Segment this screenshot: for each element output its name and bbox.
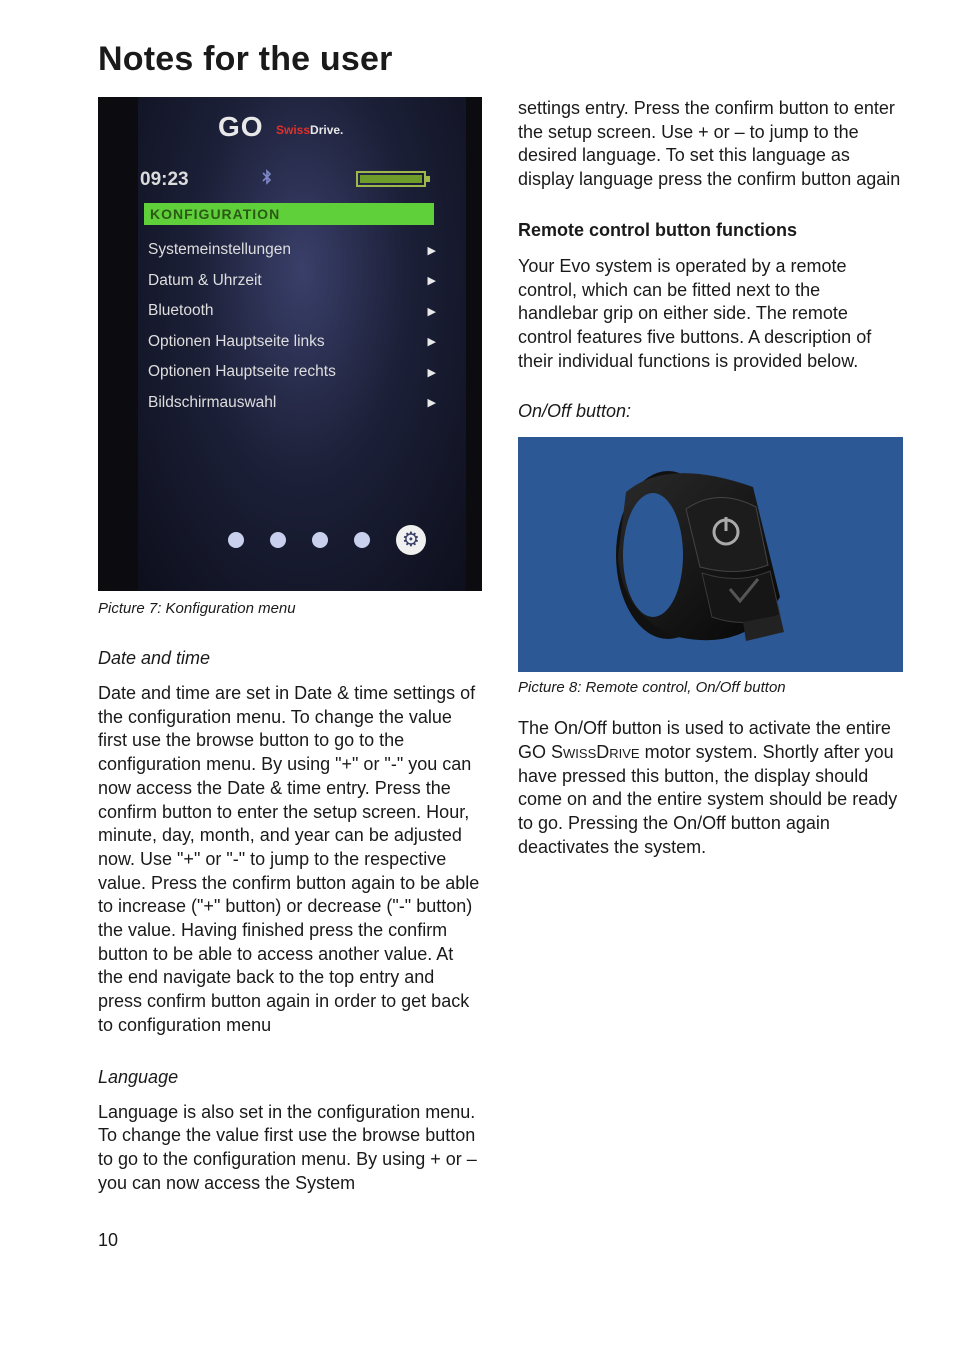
date-time-heading: Date and time — [98, 648, 211, 668]
menu-item-label: Bildschirmauswahl — [148, 393, 277, 411]
arrow-right-icon: ▶ — [427, 244, 436, 257]
arrow-right-icon: ▶ — [427, 275, 436, 288]
arrow-right-icon: ▶ — [427, 336, 436, 349]
remote-body: Your Evo system is operated by a remote control, which can be fitted next to the handlebar grip on either side. The remote control features five buttons. A description of their individual functions is provided below. — [518, 255, 872, 371]
menu-item — [148, 327, 436, 358]
menu-item-label: Bluetooth — [148, 302, 214, 320]
page-dot — [354, 532, 370, 548]
right-column — [518, 97, 904, 860]
menu-item — [148, 296, 436, 327]
left-column — [98, 97, 483, 1195]
menu-item-label: Systemeinstellungen — [148, 241, 292, 259]
page-number: 10 — [98, 1230, 119, 1250]
onoff-body: The On/Off button is used to activate the entire GO SwissDrive motor system. Shortly after you have pressed this button, the display should come on and the entire system should be ready to go. Pressing the On/Off button again deactivates the system. — [518, 718, 898, 857]
bluetooth-icon — [262, 169, 272, 189]
page-dot — [312, 532, 328, 548]
konfiguration-screen-photo — [98, 97, 482, 591]
swissdrive-logo: SwissDrive. — [276, 123, 344, 137]
page-title: Notes for the user — [98, 40, 393, 78]
menu-item — [148, 357, 436, 388]
arrow-right-icon: ▶ — [427, 366, 436, 379]
menu-title-bar: KONFIGURATION — [144, 203, 434, 225]
device-screen — [138, 97, 466, 591]
remote-control-illustration — [518, 437, 903, 672]
page-indicator — [228, 525, 426, 555]
arrow-right-icon: ▶ — [427, 397, 436, 410]
go-logo: GO — [218, 111, 264, 142]
brand-name: SwissDrive — [551, 742, 640, 763]
picture8-caption: Picture 8: Remote control, On/Off button — [518, 679, 786, 697]
menu-item-label: Optionen Hauptseite rechts — [148, 363, 336, 381]
language-body-continued: settings entry. Press the confirm button to enter the setup screen. Use + or – to jump to the desired language. To set this language as display language press the confirm button again — [518, 98, 901, 190]
remote-heading: Remote control button functions — [518, 219, 797, 240]
arrow-right-icon: ▶ — [427, 305, 436, 318]
language-body: Language is also set in the configuration menu. To change the value first use the browse button to go to the configuration menu. By using + or – you can now access the System — [98, 1101, 477, 1193]
page-dot — [228, 532, 244, 548]
menu-item — [148, 388, 436, 419]
menu-item-label: Datum & Uhrzeit — [148, 271, 262, 289]
menu-item — [148, 235, 436, 266]
menu-item — [148, 266, 436, 297]
language-heading: Language — [98, 1066, 179, 1087]
battery-icon — [356, 171, 426, 187]
onoff-heading: On/Off button: — [518, 401, 632, 422]
screen-time: 09:23 — [140, 169, 189, 190]
config-menu-list — [148, 235, 436, 418]
menu-item-label: Optionen Hauptseite links — [148, 332, 325, 350]
picture7-caption: Picture 7: Konfiguration menu — [98, 600, 296, 617]
gear-icon: ⚙ — [396, 525, 426, 555]
page-dot — [270, 532, 286, 548]
date-time-body: Date and time are set in Date & time settings of the configuration menu. To change the value first use the browse button to go to the configuration menu. By using "+" or "-" you can now access the Date & time entry. Press the confirm button to enter the setup screen. Hour, minute, day, month, and year can be adjusted now. Use "+" or "-" to jump to the respective value. Press the confirm button again to be able to increase ("+" button) or decrease ("-" button) the value. Having finished press the confirm button to be able to access another value. At the end navigate back to the top entry and press confirm button again in order to get back to configuration menu — [98, 683, 480, 1035]
